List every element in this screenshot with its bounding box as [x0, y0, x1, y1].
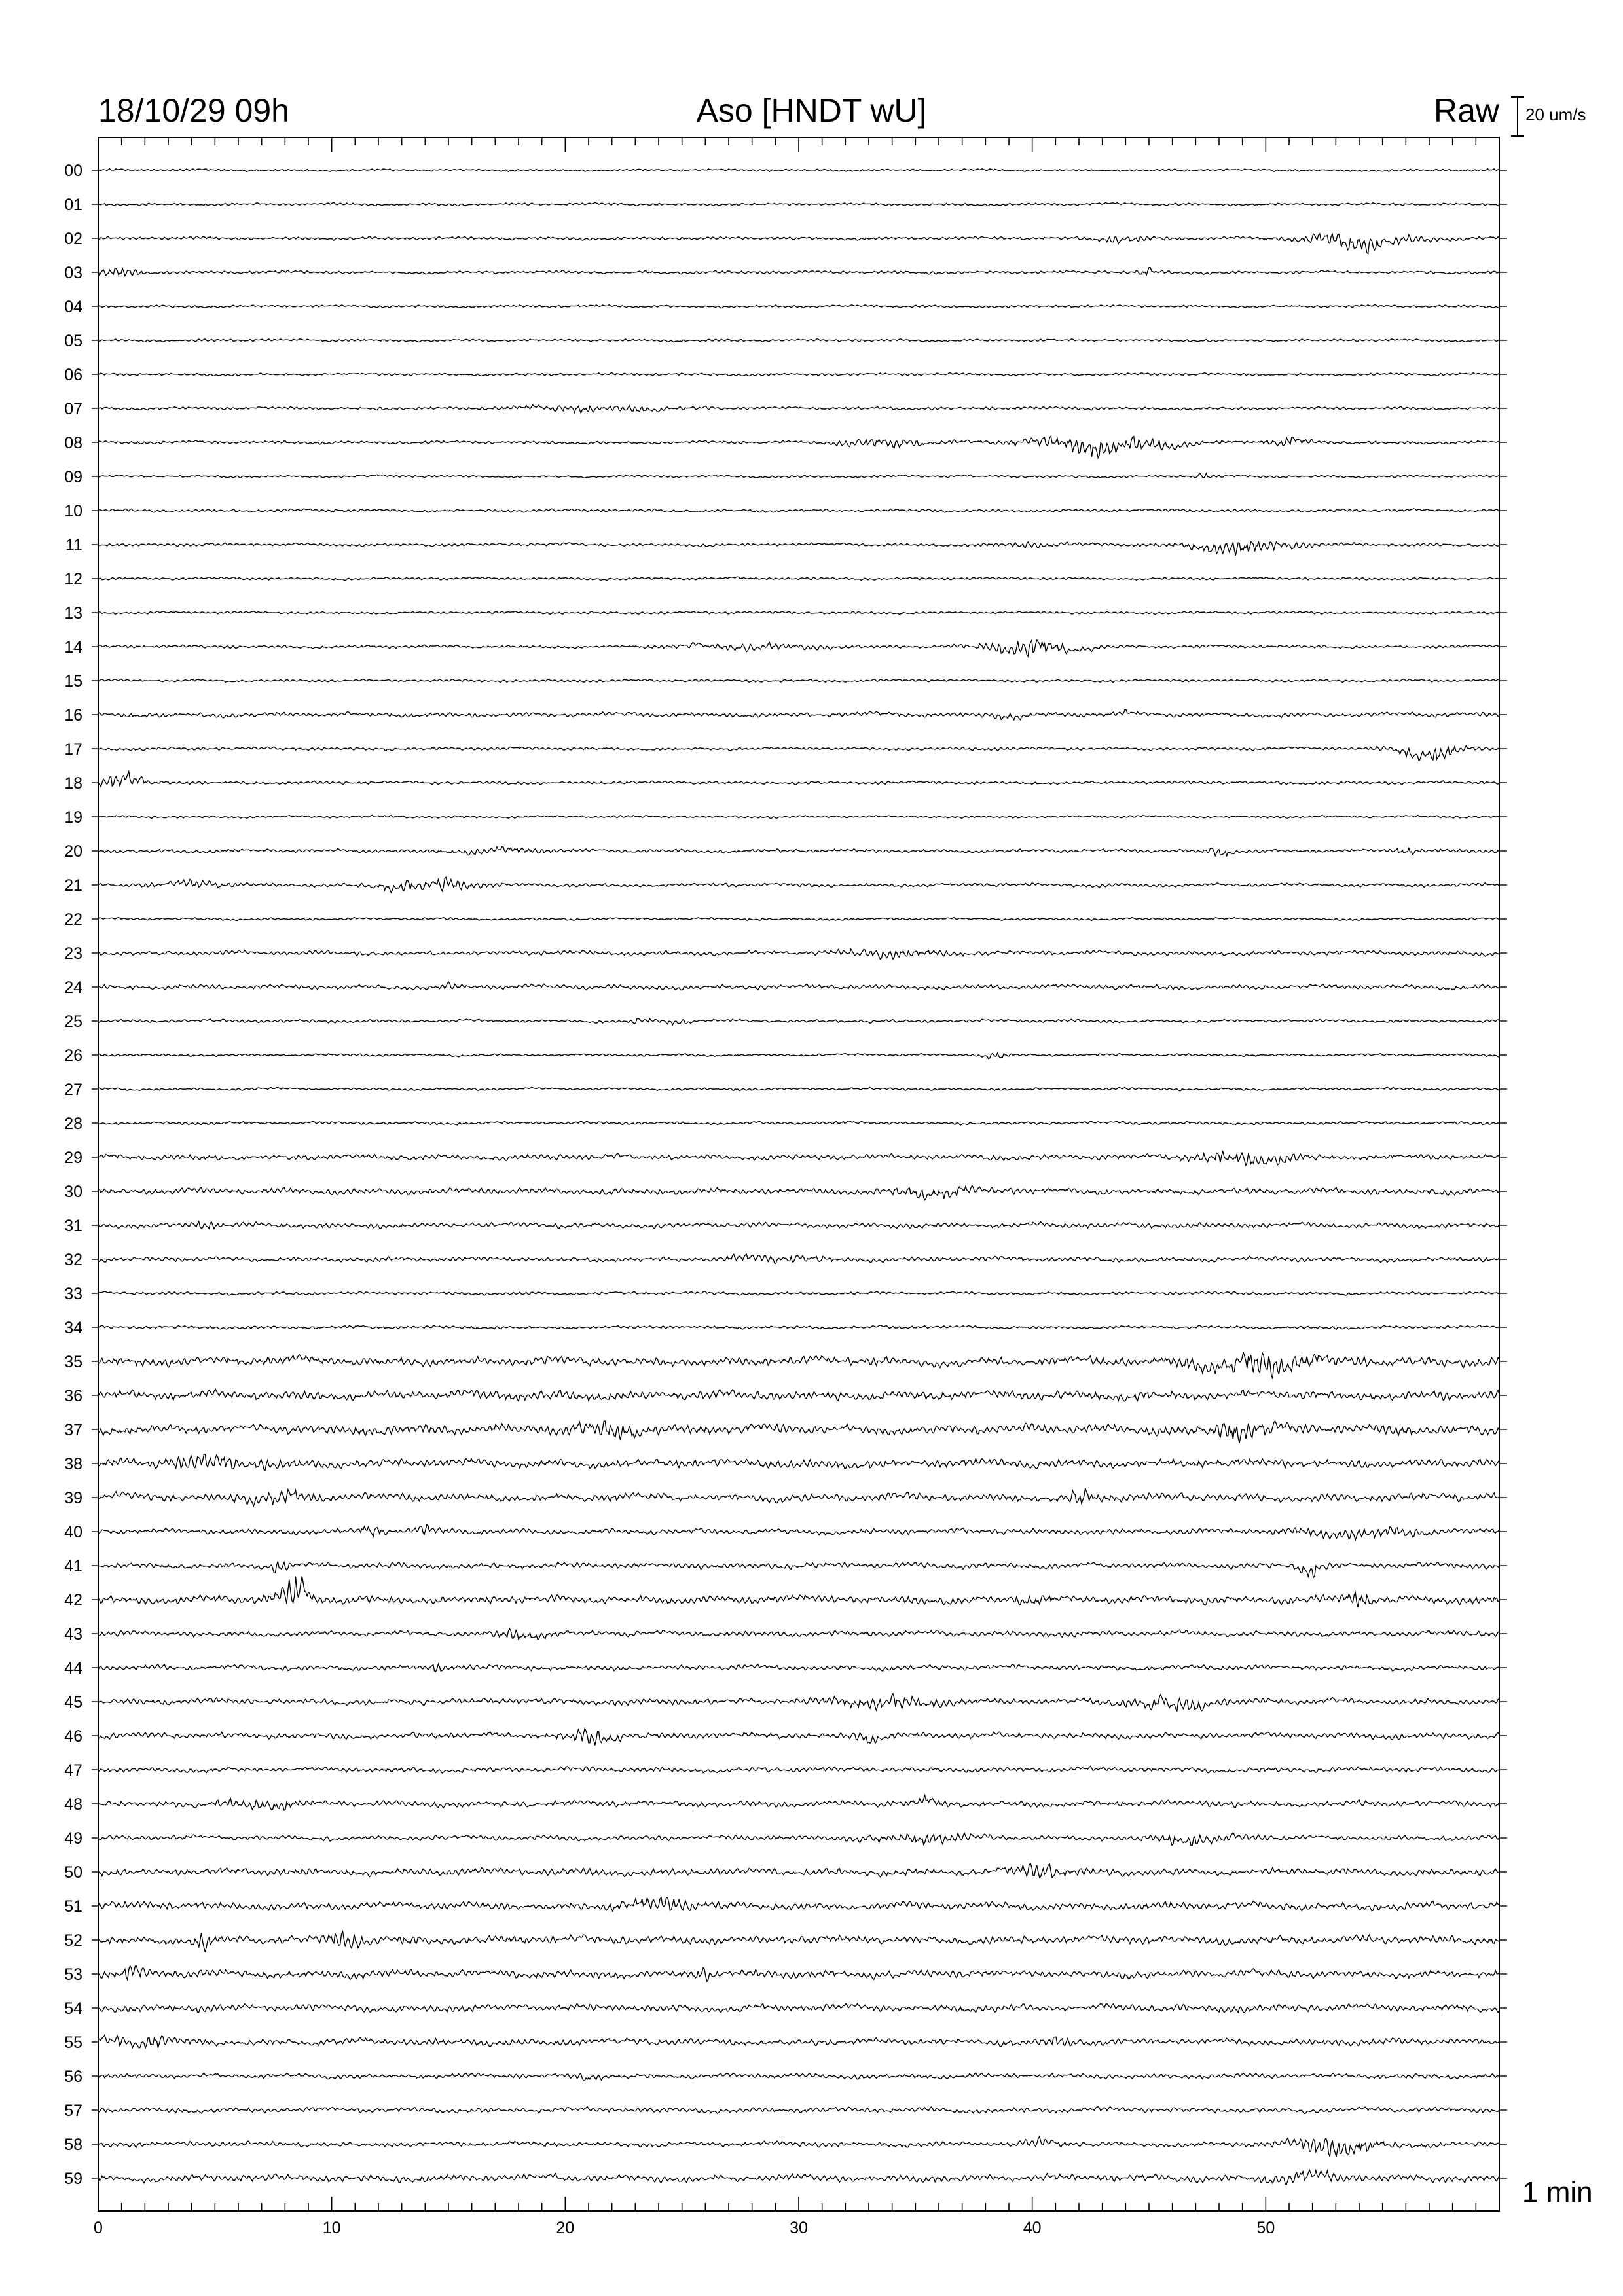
row-label: 02 — [64, 230, 82, 248]
trace-row-01 — [98, 202, 1499, 206]
trace-row-16 — [98, 710, 1499, 720]
row-label: 51 — [64, 1897, 82, 1916]
row-label: 21 — [64, 876, 82, 895]
trace-row-20 — [98, 846, 1499, 855]
trace-row-18 — [98, 772, 1499, 787]
row-label: 10 — [64, 502, 82, 520]
row-label: 53 — [64, 1965, 82, 1984]
row-label: 58 — [64, 2136, 82, 2154]
row-label: 34 — [64, 1319, 82, 1337]
trace-row-15 — [98, 679, 1499, 683]
trace-row-05 — [98, 339, 1499, 342]
trace-row-47 — [98, 1767, 1499, 1773]
mode-label: Raw — [1433, 92, 1499, 129]
trace-row-11 — [98, 541, 1499, 556]
row-label: 33 — [64, 1285, 82, 1303]
row-label: 24 — [64, 978, 82, 997]
row-label: 54 — [64, 2000, 82, 2018]
row-label: 00 — [64, 162, 82, 180]
trace-row-12 — [98, 577, 1499, 581]
station-title: Aso [HNDT wU] — [696, 92, 927, 129]
row-label: 25 — [64, 1013, 82, 1031]
trace-row-27 — [98, 1087, 1499, 1090]
x-tick-label: 40 — [1023, 2219, 1042, 2237]
trace-row-13 — [98, 611, 1499, 615]
row-label: 09 — [64, 468, 82, 486]
trace-row-55 — [98, 2035, 1499, 2048]
trace-row-02 — [98, 234, 1499, 254]
row-label: 20 — [64, 842, 82, 861]
row-label: 43 — [64, 1625, 82, 1643]
row-label: 28 — [64, 1115, 82, 1133]
trace-row-52 — [98, 1931, 1499, 1952]
trace-row-45 — [98, 1694, 1499, 1711]
date-hour-label: 18/10/29 09h — [98, 92, 289, 129]
trace-row-39 — [98, 1488, 1499, 1507]
trace-row-34 — [98, 1325, 1499, 1329]
row-label: 08 — [64, 434, 82, 452]
row-label: 26 — [64, 1047, 82, 1065]
x-axis-unit-label: 1 min — [1522, 2176, 1593, 2208]
row-label: 30 — [64, 1183, 82, 1201]
trace-row-24 — [98, 982, 1499, 990]
row-label: 37 — [64, 1421, 82, 1439]
trace-row-28 — [98, 1121, 1499, 1125]
row-label: 14 — [64, 638, 82, 656]
row-label: 56 — [64, 2068, 82, 2086]
row-label: 17 — [64, 740, 82, 759]
row-label: 48 — [64, 1795, 82, 1814]
trace-row-43 — [98, 1629, 1499, 1640]
trace-row-49 — [98, 1833, 1499, 1846]
trace-row-48 — [98, 1795, 1499, 1810]
row-label: 31 — [64, 1217, 82, 1235]
trace-row-00 — [98, 169, 1499, 172]
row-label: 57 — [64, 2102, 82, 2120]
x-tick-label: 20 — [556, 2219, 575, 2237]
row-label: 49 — [64, 1829, 82, 1848]
row-label: 36 — [64, 1387, 82, 1405]
trace-rows — [92, 169, 1507, 2185]
trace-row-04 — [98, 305, 1499, 308]
trace-row-44 — [98, 1664, 1499, 1672]
trace-row-32 — [98, 1254, 1499, 1263]
trace-row-57 — [98, 2107, 1499, 2114]
row-label: 41 — [64, 1557, 82, 1575]
plot-border — [98, 137, 1499, 2211]
trace-row-50 — [98, 1863, 1499, 1878]
row-label: 01 — [64, 196, 82, 214]
row-label: 06 — [64, 366, 82, 384]
row-label: 55 — [64, 2034, 82, 2052]
scale-bar-label: 20 um/s — [1525, 105, 1586, 124]
trace-row-37 — [98, 1421, 1499, 1443]
trace-row-19 — [98, 815, 1499, 818]
row-label: 05 — [64, 332, 82, 350]
row-label: 32 — [64, 1251, 82, 1269]
trace-row-35 — [98, 1352, 1499, 1379]
trace-row-25 — [98, 1018, 1499, 1025]
trace-row-31 — [98, 1221, 1499, 1229]
row-label: 44 — [64, 1659, 82, 1677]
trace-row-29 — [98, 1151, 1499, 1165]
trace-row-59 — [98, 2170, 1499, 2184]
trace-row-06 — [98, 372, 1499, 376]
trace-row-10 — [98, 509, 1499, 512]
trace-row-17 — [98, 746, 1499, 761]
row-label: 16 — [64, 706, 82, 725]
trace-row-56 — [98, 2073, 1499, 2081]
row-label: 39 — [64, 1489, 82, 1507]
trace-row-33 — [98, 1291, 1499, 1295]
x-tick-label: 0 — [94, 2219, 103, 2237]
x-tick-label: 30 — [790, 2219, 808, 2237]
row-label: 40 — [64, 1523, 82, 1541]
row-label: 11 — [65, 536, 82, 554]
trace-row-21 — [98, 877, 1499, 893]
trace-row-36 — [98, 1389, 1499, 1401]
row-label: 38 — [64, 1455, 82, 1473]
row-label: 07 — [64, 400, 82, 418]
row-label: 29 — [64, 1149, 82, 1167]
plot-frame — [98, 137, 1499, 2211]
trace-row-46 — [98, 1729, 1499, 1746]
trace-row-26 — [98, 1053, 1499, 1059]
row-label: 12 — [64, 570, 82, 588]
row-label: 46 — [64, 1727, 82, 1746]
trace-row-38 — [98, 1454, 1499, 1471]
trace-row-07 — [98, 405, 1499, 413]
row-label: 27 — [64, 1081, 82, 1099]
row-label: 13 — [64, 604, 82, 622]
row-label: 50 — [64, 1863, 82, 1882]
trace-row-58 — [98, 2136, 1499, 2157]
trace-row-09 — [98, 473, 1499, 478]
row-label: 35 — [64, 1353, 82, 1371]
row-labels — [64, 162, 82, 2188]
trace-row-51 — [98, 1897, 1499, 1911]
x-axis-ticks — [94, 137, 1499, 2237]
trace-row-30 — [98, 1185, 1499, 1200]
trace-row-41 — [98, 1561, 1499, 1577]
trace-row-03 — [98, 268, 1499, 276]
trace-row-40 — [98, 1525, 1499, 1541]
trace-row-54 — [98, 2003, 1499, 2013]
row-label: 03 — [64, 264, 82, 282]
row-label: 47 — [64, 1761, 82, 1780]
trace-row-23 — [98, 949, 1499, 959]
trace-row-22 — [98, 918, 1499, 921]
trace-row-42 — [98, 1576, 1499, 1607]
row-label: 42 — [64, 1591, 82, 1609]
row-label: 52 — [64, 1931, 82, 1950]
row-label: 23 — [64, 944, 82, 963]
trace-row-53 — [98, 1966, 1499, 1982]
trace-row-08 — [98, 436, 1499, 457]
x-tick-label: 10 — [322, 2219, 341, 2237]
trace-row-14 — [98, 640, 1499, 656]
row-label: 59 — [64, 2170, 82, 2188]
row-label: 15 — [64, 672, 82, 691]
row-label: 22 — [64, 910, 82, 929]
row-label: 18 — [64, 774, 82, 793]
row-label: 19 — [64, 808, 82, 827]
row-label: 04 — [64, 298, 82, 316]
row-label: 45 — [64, 1693, 82, 1712]
x-tick-label: 50 — [1256, 2219, 1275, 2237]
